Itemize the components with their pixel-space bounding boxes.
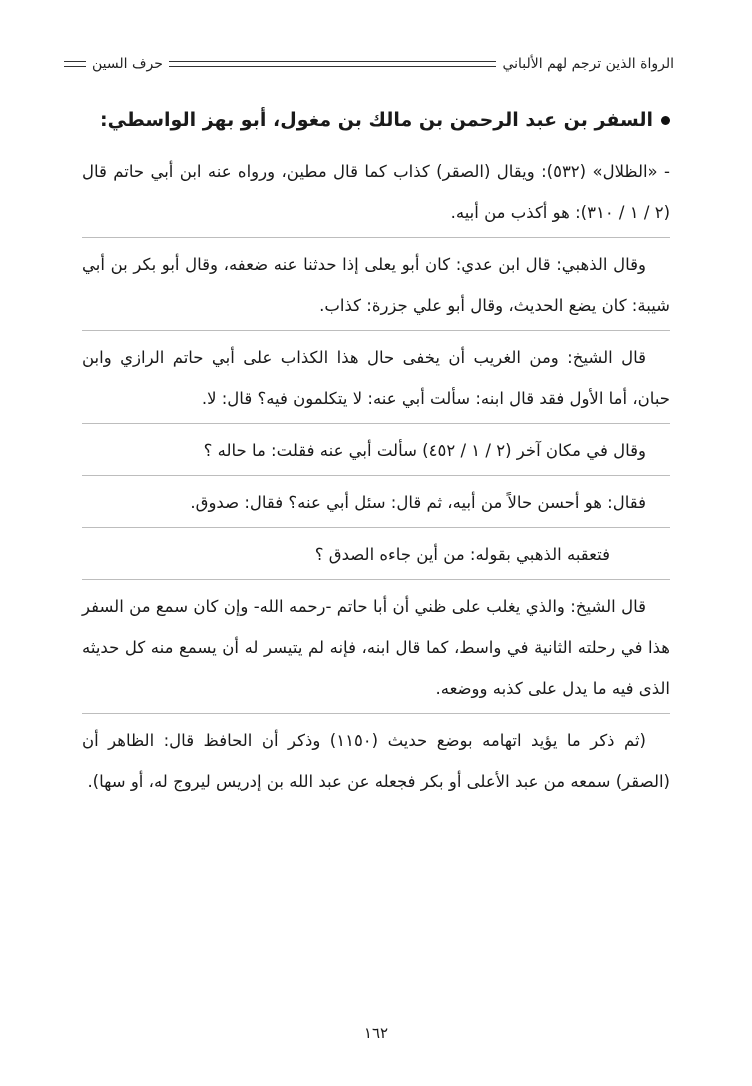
paragraph-1: - «الظلال» (٥٣٢): ويقال (الصقر) كذاب كما قال مطين، ورواه عنه ابن أبي حاتم قال (٢ / ١ / ٣١٠): هو أكذب من أبيه. (82, 161, 670, 222)
page-content (82, 106, 670, 802)
paragraph-6: فتعقبه الذهبي بقوله: من أين جاءه الصدق ؟ (314, 544, 610, 564)
header-rule (169, 61, 497, 67)
header-rule-end (64, 61, 86, 67)
paragraph-4: وقال في مكان آخر (٢ / ١ / ٤٥٢) سألت أبي عنه فقلت: ما حاله ؟ (203, 440, 646, 460)
paragraph-5: فقال: هو أحسن حالاً من أبيه، ثم قال: سئل أبي عنه؟ فقال: صدوق. (190, 492, 646, 512)
paragraph-3: قال الشيخ: ومن الغريب أن يخفى حال هذا الكذاب على أبي حاتم الرازي وابن حبان، أما الأول فقد قال ابنه: سألت أبي عنه: لا يتكلمون فيه؟ قال: لا. (82, 347, 670, 408)
paragraph-7: قال الشيخ: والذي يغلب على ظني أن أبا حاتم -رحمه الله- وإن كان سمع من السفر هذا في رحلته الثانية في واسط، كما قال ابنه، فإنه لم يتيسر له أن يسمع منه كل حديثه الذى فيه ما يدل على كذبه ووضعه. (82, 596, 670, 698)
paragraph-8: (ثم ذكر ما يؤيد اتهامه بوضع حديث (١١٥٠) وذكر أن الحافظ قال: الظاهر أن (الصقر) سمعه من عبد الأعلى أو بكر فجعله عن عبد الله بن إدريس ليروج له، أو سها). (82, 730, 670, 791)
paragraph-2: وقال الذهبي: قال ابن عدي: كان أبو يعلى إذا حدثنا عنه ضعفه، وقال أبو بكر بن أبي شيبة: كان يضع الحديث، وقال أبو علي جزرة: كذاب. (82, 254, 670, 315)
paragraph-divider (82, 423, 670, 424)
running-header (58, 52, 674, 76)
paragraph-divider (82, 713, 670, 714)
paragraph-divider (82, 330, 670, 331)
chapter-title: حرف السين (92, 56, 163, 72)
paragraph-divider (82, 475, 670, 476)
paragraph-divider (82, 527, 670, 528)
paragraph-divider (82, 237, 670, 238)
entry-heading (82, 106, 670, 135)
entry-heading-text: السفر بن عبد الرحمن بن مالك بن مغول، أبو بهز الواسطي: (100, 109, 653, 131)
page-number: ١٦٢ (363, 1024, 389, 1042)
paragraph-divider (82, 579, 670, 580)
bullet-icon (661, 116, 670, 125)
book-title: الرواة الذين ترجم لهم الألباني (502, 56, 674, 72)
